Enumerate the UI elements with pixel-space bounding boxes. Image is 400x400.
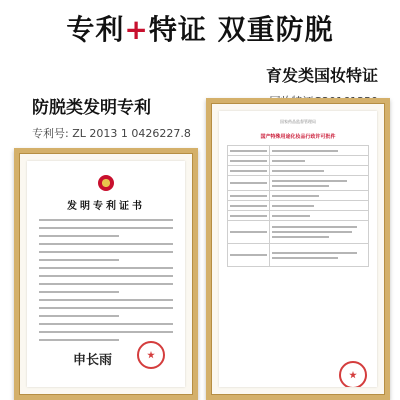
table-row: [228, 221, 369, 244]
table-row: [228, 244, 369, 267]
table-row: [228, 201, 369, 211]
patent-header: [32, 93, 191, 141]
table-row: [228, 156, 369, 166]
official-seal-icon: [339, 361, 367, 387]
table-row: [228, 166, 369, 176]
patent-signature: 申长雨: [73, 353, 113, 368]
special-certificate-title: 国产特殊用途化妆品行政许可批件: [260, 134, 336, 140]
page-title: [0, 8, 400, 48]
official-seal-icon: [137, 341, 165, 369]
patent-number: 专利号: ZL 2013 1 0426227.8: [32, 127, 191, 140]
patent-certificate-body-lines: [39, 219, 173, 347]
special-certificate-table: [227, 145, 369, 267]
patent-certificate-paper: [27, 161, 185, 387]
table-row: [228, 146, 369, 156]
title-plus: +: [124, 13, 149, 46]
table-row: [228, 211, 369, 221]
title-right: 特证 双重防脱: [148, 13, 334, 46]
patent-certificate-frame: [14, 148, 198, 400]
table-row: [228, 176, 369, 191]
patent-certificate-title: 发明专利证书: [67, 201, 145, 212]
table-row: [228, 191, 369, 201]
patent-heading: 防脱类发明专利: [32, 98, 151, 118]
title-left: 专利: [66, 13, 125, 46]
special-certificate-issuer: 国家药品监督管理局: [280, 119, 316, 124]
special-certificate-frame: [206, 98, 390, 400]
special-certificate-paper: [219, 111, 377, 387]
national-emblem-icon: [98, 175, 114, 191]
special-cert-heading: 育发类国妆特证: [265, 66, 378, 85]
